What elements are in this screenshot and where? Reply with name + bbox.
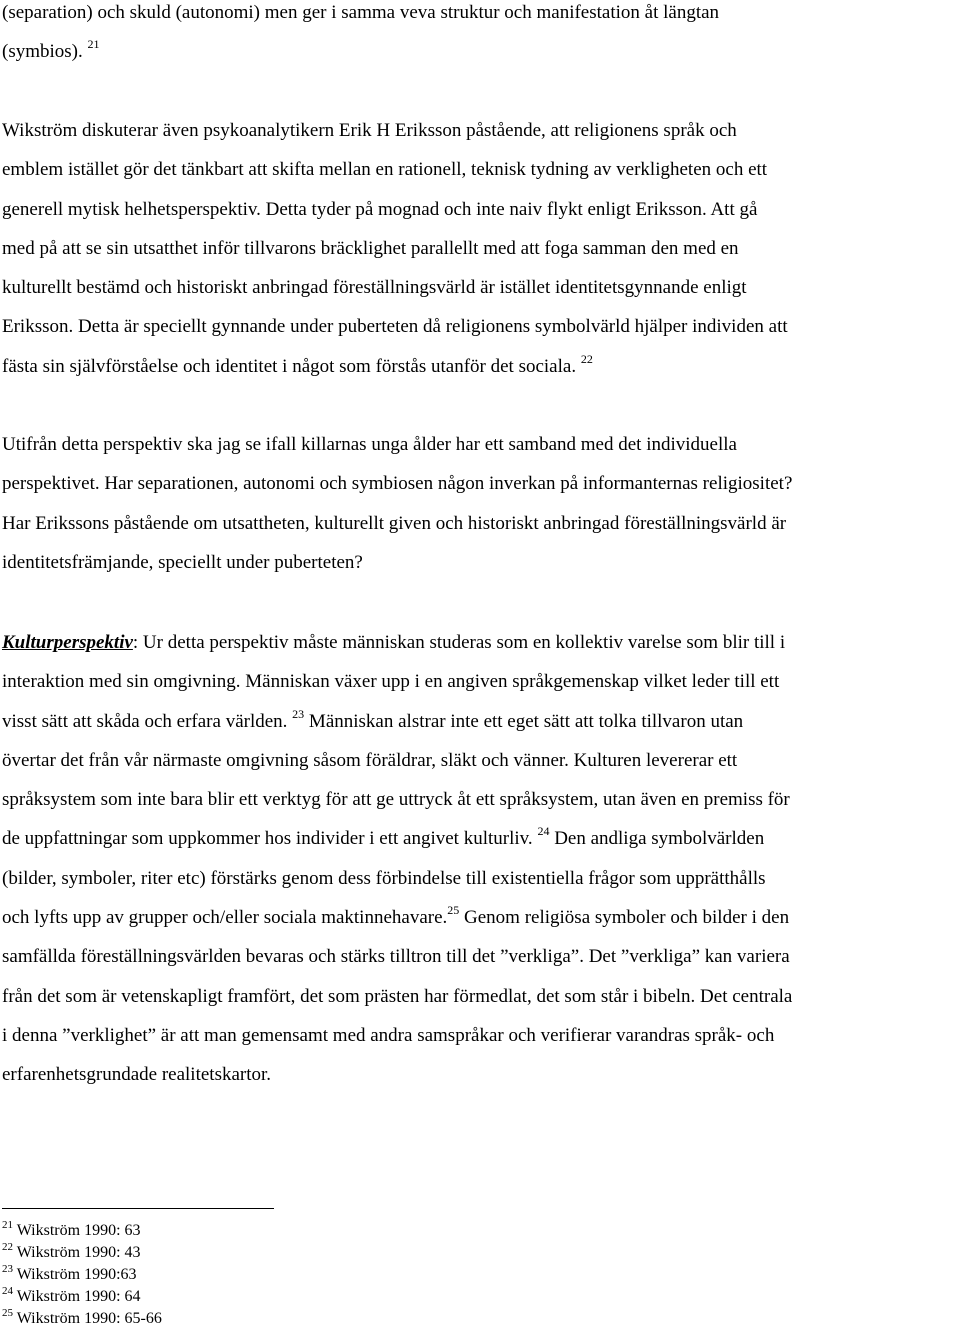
text-line: från det som är vetenskapligt framfört, det som prästen har förmedlat, det som står i bibeln. Det centrala xyxy=(2,985,793,1007)
footnote-separator xyxy=(2,1208,274,1209)
text-line xyxy=(2,630,792,669)
text-line: identitetsfrämjande, speciellt under puberteten? xyxy=(2,551,363,573)
text-line: generell mytisk helhetsperspektiv. Detta tyder på mognad och inte naiv flykt enligt Eriksson. Att gå xyxy=(2,198,758,220)
text-fragment: Människan alstrar inte ett eget sätt att tolka tillvaron utan xyxy=(308,710,744,732)
section-keyword: Kulturperspektiv xyxy=(2,632,133,653)
footnote-number: 23 xyxy=(2,1263,13,1275)
footnote-item xyxy=(2,1308,162,1330)
footnote-ref-25: 25 xyxy=(447,903,460,918)
text-line xyxy=(2,706,792,748)
footnote-item xyxy=(2,1264,162,1286)
footnotes xyxy=(2,1220,162,1330)
text-line: interaktion med sin omgivning. Människan växer upp i en angiven språkgemenskap vilket leder till ett xyxy=(2,671,780,693)
footnote-ref-22: 22 xyxy=(580,351,593,366)
text-line: (bilder, symboler, riter etc) förstärks genom dess förbindelse till existentiella frågor som upprätthålls xyxy=(2,867,766,889)
text-line: språksystem som inte bara blir ett verktyg för att ge uttryck åt ett språksystem, utan även en premiss för xyxy=(2,789,790,811)
footnote-number: 21 xyxy=(2,1219,13,1231)
text-line: med på att se sin utsatthet inför tillvarons bräcklighet parallellt med att foga samman den med en xyxy=(2,237,739,259)
footnote-text: Wikström 1990: 64 xyxy=(16,1288,141,1305)
footnote-item xyxy=(2,1220,162,1242)
footnote-ref-21: 21 xyxy=(87,37,100,52)
text-line: emblem istället gör det tänkbart att skifta mellan en rationell, teknisk tydning av verkligheten och ett xyxy=(2,159,768,181)
text-fragment: och lyfts upp av grupper och/eller sociala maktinnehavare. xyxy=(2,907,448,929)
footnote-number: 22 xyxy=(2,1241,13,1253)
text-fragment: (symbios). xyxy=(2,41,83,63)
paragraph-eriksson xyxy=(2,118,788,393)
text-line xyxy=(2,826,792,865)
paragraph-perspective xyxy=(2,432,792,589)
text-line: kulturellt bestämd och historiskt anbringad föreställningsvärld är istället identitetsgynnande enligt xyxy=(2,277,747,299)
text-line xyxy=(2,905,792,944)
text-fragment: : Ur detta perspektiv måste människan studeras som en kollektiv varelse som blir till i xyxy=(132,632,786,653)
footnote-item xyxy=(2,1242,162,1264)
paragraph-separation xyxy=(2,0,719,79)
footnote-ref-24: 24 xyxy=(537,824,550,839)
footnote-text: Wikström 1990: 63 xyxy=(16,1222,141,1239)
paragraph-kulturperspektiv xyxy=(2,630,792,1102)
footnote-item xyxy=(2,1286,162,1308)
text-line: perspektivet. Har separationen, autonomi och symbiosen någon inverkan på informanternas religiositet? xyxy=(2,473,793,495)
footnote-number: 25 xyxy=(2,1307,13,1319)
text-line: Har Erikssons påstående om utsattheten, kulturellt given och historiskt anbringad föreställningsvärld är xyxy=(2,512,787,534)
text-line: i denna ”verklighet” är att man gemensamt med andra samspråkar och verifierar varandras språk- och xyxy=(2,1024,775,1046)
text-line: övertar det från vår närmaste omgivning såsom föräldrar, släkt och vänner. Kulturen levererar ett xyxy=(2,749,738,771)
footnote-text: Wikström 1990:63 xyxy=(16,1266,137,1283)
text-line: Wikström diskuterar även psykoanalytikern Erik H Eriksson påstående, att religionens språk och xyxy=(2,120,737,141)
text-line: (separation) och skuld (autonomi) men ger i samma veva struktur och manifestation åt längtan xyxy=(2,2,720,23)
text-line xyxy=(2,39,719,78)
text-fragment: visst sätt att skåda och erfara världen. xyxy=(2,710,288,732)
text-line: samfällda föreställningsvärlden bevaras och stärks tilltron till det ”verkliga”. Det ”verkliga” kan variera xyxy=(2,946,790,968)
text-fragment: Genom religiösa symboler och bilder i den xyxy=(464,907,790,929)
footnote-number: 24 xyxy=(2,1285,13,1297)
text-line xyxy=(2,351,788,393)
text-fragment: fästa sin självförståelse och identitet i något som förstås utanför det sociala. xyxy=(2,355,577,377)
text-line: Utifrån detta perspektiv ska jag se ifall killarnas unga ålder har ett samband med det individuella xyxy=(2,434,737,455)
text-fragment: Den andliga symbolvärlden xyxy=(554,828,765,850)
footnote-text: Wikström 1990: 65-66 xyxy=(16,1310,162,1327)
text-line: Eriksson. Detta är speciellt gynnande under puberteten då religionens symbolvärld hjälper individen att xyxy=(2,316,788,338)
footnote-text: Wikström 1990: 43 xyxy=(16,1244,141,1261)
text-fragment: de uppfattningar som uppkommer hos individer i ett angivet kulturliv. xyxy=(2,828,533,850)
text-line: erfarenhetsgrundade realitetskartor. xyxy=(2,1064,272,1086)
footnote-ref-23: 23 xyxy=(292,706,305,721)
